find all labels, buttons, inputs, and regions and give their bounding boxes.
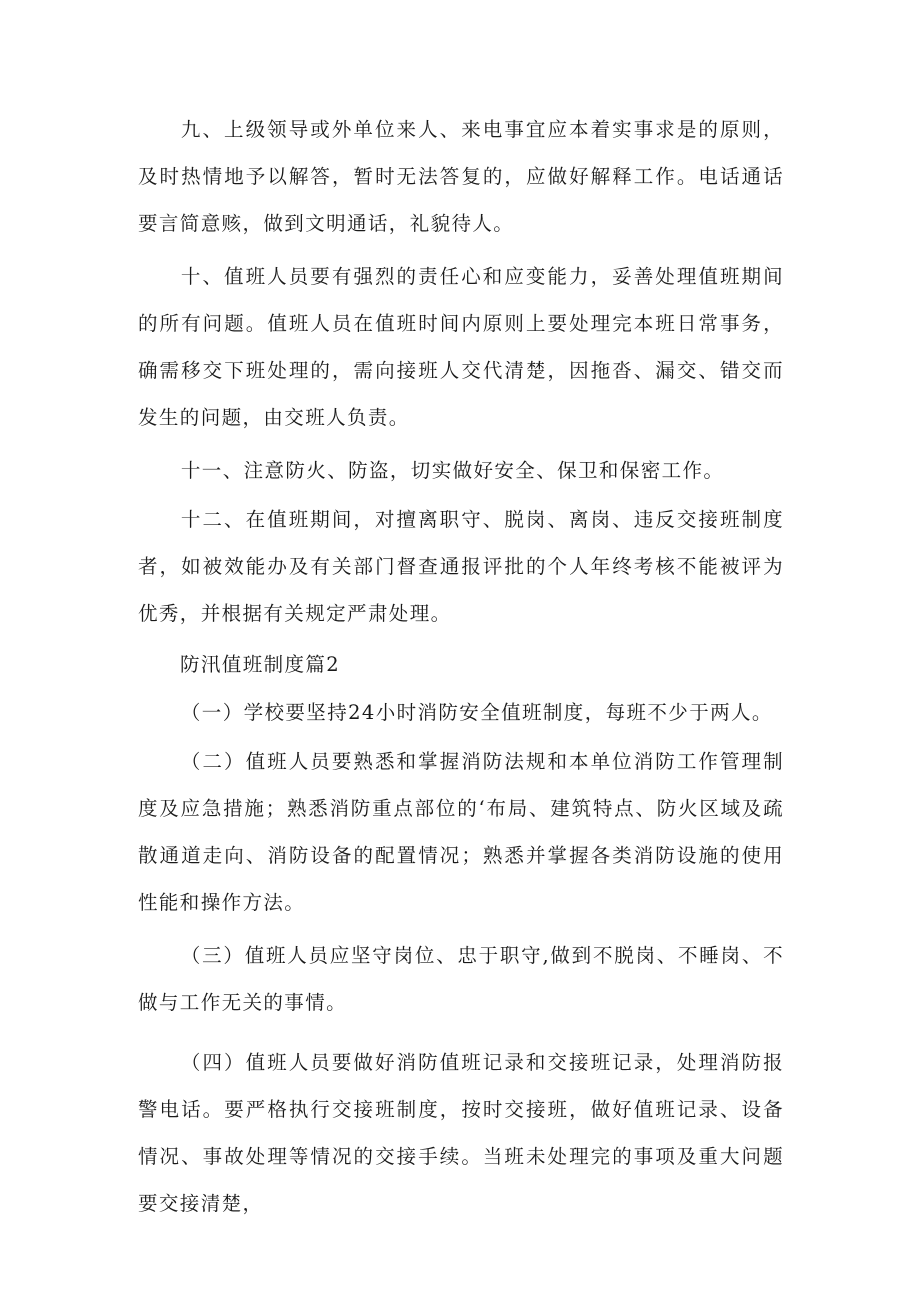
paragraph-item-9: 九、上级领导或外单位来人、来电事宜应本着实事求是的原则，及时热情地予以解答，暂时无法答复的，应做好解释工作。电话通话要言简意赅，做到文明通话，礼貌待人。 (138, 118, 784, 235)
paragraph-clause-2: （二）值班人员要熟悉和掌握消防法规和本单位消防工作管理制度及应急措施；熟悉消防重点部位的‘布局、建筑特点、防火区域及疏散通道走向、消防设备的配置情况；熟悉并掌握各类消防设施的使用性能和操作方法。 (138, 750, 784, 914)
paragraph-item-12: 十二、在值班期间，对擅离职守、脱岗、离岗、违反交接班制度者，如被效能办及有关部门督查通报评批的个人年终考核不能被评为优秀，并根据有关规定严肃处理。 (138, 508, 784, 625)
paragraph-item-10: 十、值班人员要有强烈的责任心和应变能力，妥善处理值班期间的所有问题。值班人员在值班时间内原则上要处理完本班日常事务，确需移交下班处理的，需向接班人交代清楚，因拖沓、漏交、错交而发生的问题，由交班人负责。 (138, 265, 784, 429)
paragraph-item-11: 十一、注意防火、防盗，切实做好安全、保卫和保密工作。 (180, 459, 725, 482)
paragraph-clause-3: （三）值班人员应坚守岗位、忠于职守,做到不脱岗、不睡岗、不做与工作无关的事情。 (138, 944, 784, 1014)
section-heading: 防汛值班制度篇2 (180, 653, 341, 676)
paragraph-clause-4: （四）值班人员要做好消防值班记录和交接班记录，处理消防报警电话。要严格执行交接班制度，按时交接班，做好值班记录、设备情况、事故处理等情况的交接手续。当班未处理完的事项及重大问题要交接清楚， (138, 1051, 784, 1215)
paragraph-clause-1: （一）学校要坚持24小时消防安全值班制度，每班不少于两人。 (180, 701, 773, 724)
